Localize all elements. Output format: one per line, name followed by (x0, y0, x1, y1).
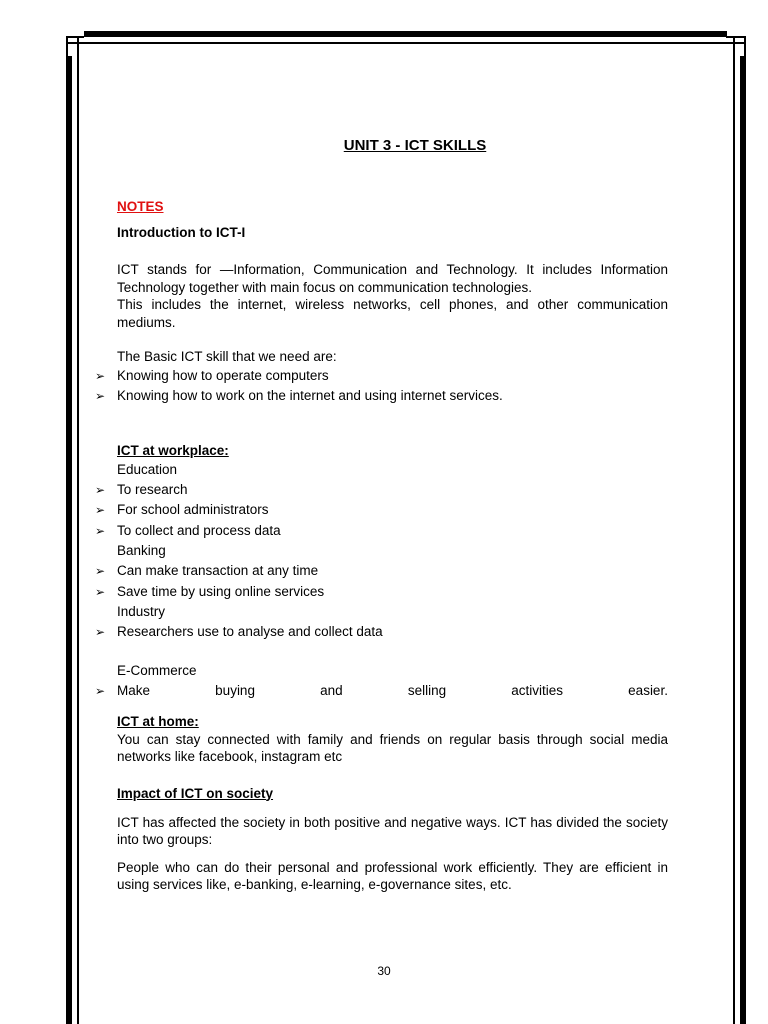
education-list (95, 480, 668, 542)
arrowhead-bullet-icon: ➢ (95, 523, 106, 538)
home-heading: ICT at home: (117, 713, 199, 729)
list-item: ➢ For school administrators (117, 500, 668, 521)
list-item: ➢ Knowing how to operate computers (117, 366, 668, 387)
page-border-corner-top-right (726, 36, 746, 58)
arrowhead-bullet-icon: ➢ (95, 368, 106, 383)
page-border-left-thick (66, 56, 72, 1024)
industry-label: Industry (117, 604, 166, 619)
impact-heading: Impact of ICT on society (117, 785, 274, 801)
page-border-right-thin (733, 36, 735, 1024)
impact-paragraph-2: People who can do their personal and professional work efficiently. They are efficient in using services like, e-banking, e-learning, e-governance sites, etc. (117, 859, 668, 892)
intro-paragraph-2: This includes the internet, wireless networks, cell phones, and other communication mediums. (117, 297, 668, 330)
list-item: ➢ Knowing how to work on the internet and using internet services. (117, 386, 668, 407)
page-border-top-thick (84, 31, 727, 37)
industry-list (95, 622, 668, 643)
page-title: UNIT 3 - ICT SKILLS (343, 137, 487, 154)
ecommerce-item: ➢ Make buying and selling activities easier. (117, 681, 668, 701)
list-item: ➢ To research (117, 480, 668, 501)
page-border-right-thick (740, 56, 746, 1024)
intro-paragraph-1: ICT stands for —Information, Communication and Technology. It includes Information Technology together with main focus on communication technologies. (117, 262, 668, 295)
page-border-corner-top-left (66, 36, 84, 58)
arrowhead-bullet-icon: ➢ (95, 584, 106, 599)
notes-label: NOTES (117, 199, 164, 214)
basic-skills-list (95, 366, 668, 407)
page-number: 30 (377, 964, 391, 978)
banking-list (95, 561, 668, 602)
arrowhead-bullet-icon: ➢ (95, 564, 106, 578)
arrowhead-bullet-icon: ➢ (95, 503, 106, 517)
arrowhead-bullet-icon: ➢ (95, 482, 106, 497)
intro-heading: Introduction to ICT-I (117, 225, 246, 240)
impact-paragraph-1: ICT has affected the society in both positive and negative ways. ICT has divided the society into two groups: (117, 814, 668, 847)
list-item: ➢ Can make transaction at any time (117, 561, 668, 582)
page-border-top-thin (66, 42, 745, 44)
ecommerce-label: E-Commerce (117, 662, 197, 678)
list-item: ➢ Save time by using online services (117, 582, 668, 603)
arrowhead-bullet-icon: ➢ (95, 389, 106, 403)
workplace-heading: ICT at workplace: (117, 442, 229, 458)
document-body (95, 136, 668, 894)
list-item: ➢ Researchers use to analyse and collect data (117, 622, 668, 643)
banking-label: Banking (117, 543, 166, 558)
arrowhead-bullet-icon: ➢ (95, 625, 106, 639)
arrowhead-bullet-icon: ➢ (95, 683, 106, 698)
page-border-left-thin (77, 36, 79, 1024)
home-paragraph: You can stay connected with family and friends on regular basis through social media networks like facebook, instagram etc (117, 731, 668, 764)
education-label: Education (117, 461, 178, 477)
basic-skills-lead: The Basic ICT skill that we need are: (117, 349, 337, 364)
list-item: ➢ To collect and process data (117, 521, 668, 542)
